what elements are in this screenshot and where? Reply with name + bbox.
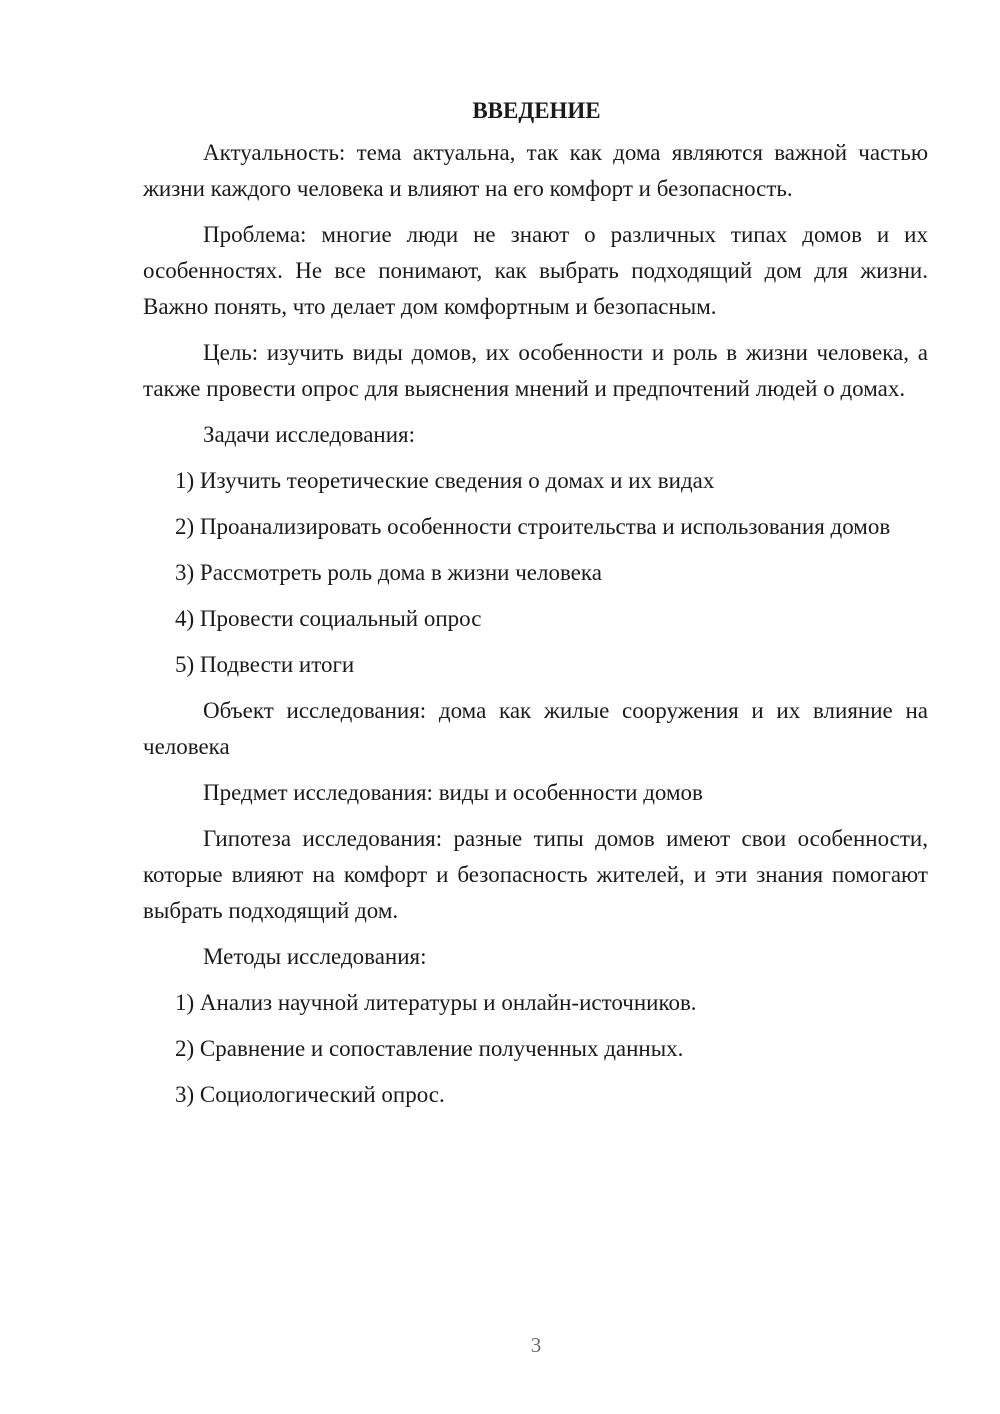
task-item: 4) Провести социальный опрос bbox=[175, 606, 482, 631]
goal-paragraph: Цель: изучить виды домов, их особенности и роль в жизни человека, а также провести опрос для выяснения мнений и предпочтений людей о домах. bbox=[143, 340, 928, 401]
task-item: 2) Проанализировать особенности строительства и использования домов bbox=[175, 514, 891, 539]
task-item: 3) Рассмотреть роль дома в жизни человека bbox=[175, 560, 602, 585]
problem-paragraph: Проблема: многие люди не знают о различных типах домов и их особенностях. Не все понимают, как выбрать подходящий дом для жизни. Важно понять, что делает дом комфортным и безопасным. bbox=[143, 222, 928, 319]
relevance-paragraph: Актуальность: тема актуальна, так как дома являются важной частью жизни каждого человека и влияют на его комфорт и безопасность. bbox=[143, 140, 928, 201]
page-number: 3 bbox=[530, 1333, 542, 1357]
method-item: 3) Социологический опрос. bbox=[175, 1082, 445, 1107]
subject-paragraph: Предмет исследования: виды и особенности домов bbox=[203, 780, 703, 805]
task-item: 5) Подвести итоги bbox=[175, 652, 355, 677]
tasks-heading: Задачи исследования: bbox=[203, 422, 416, 447]
methods-heading: Методы исследования: bbox=[203, 944, 427, 969]
task-item: 1) Изучить теоретические сведения о домах и их видах bbox=[175, 468, 715, 493]
document-body bbox=[143, 95, 928, 1123]
method-item: 2) Сравнение и сопоставление полученных данных. bbox=[175, 1036, 684, 1061]
hypothesis-paragraph: Гипотеза исследования: разные типы домов имеют свои особенности, которые влияют на комфорт и безопасность жителей, и эти знания помогают выбрать подходящий дом. bbox=[143, 826, 928, 923]
method-item: 1) Анализ научной литературы и онлайн-источников. bbox=[175, 990, 697, 1015]
object-paragraph: Объект исследования: дома как жилые сооружения и их влияние на человека bbox=[143, 698, 928, 759]
section-title: ВВЕДЕНИЕ bbox=[472, 98, 601, 123]
